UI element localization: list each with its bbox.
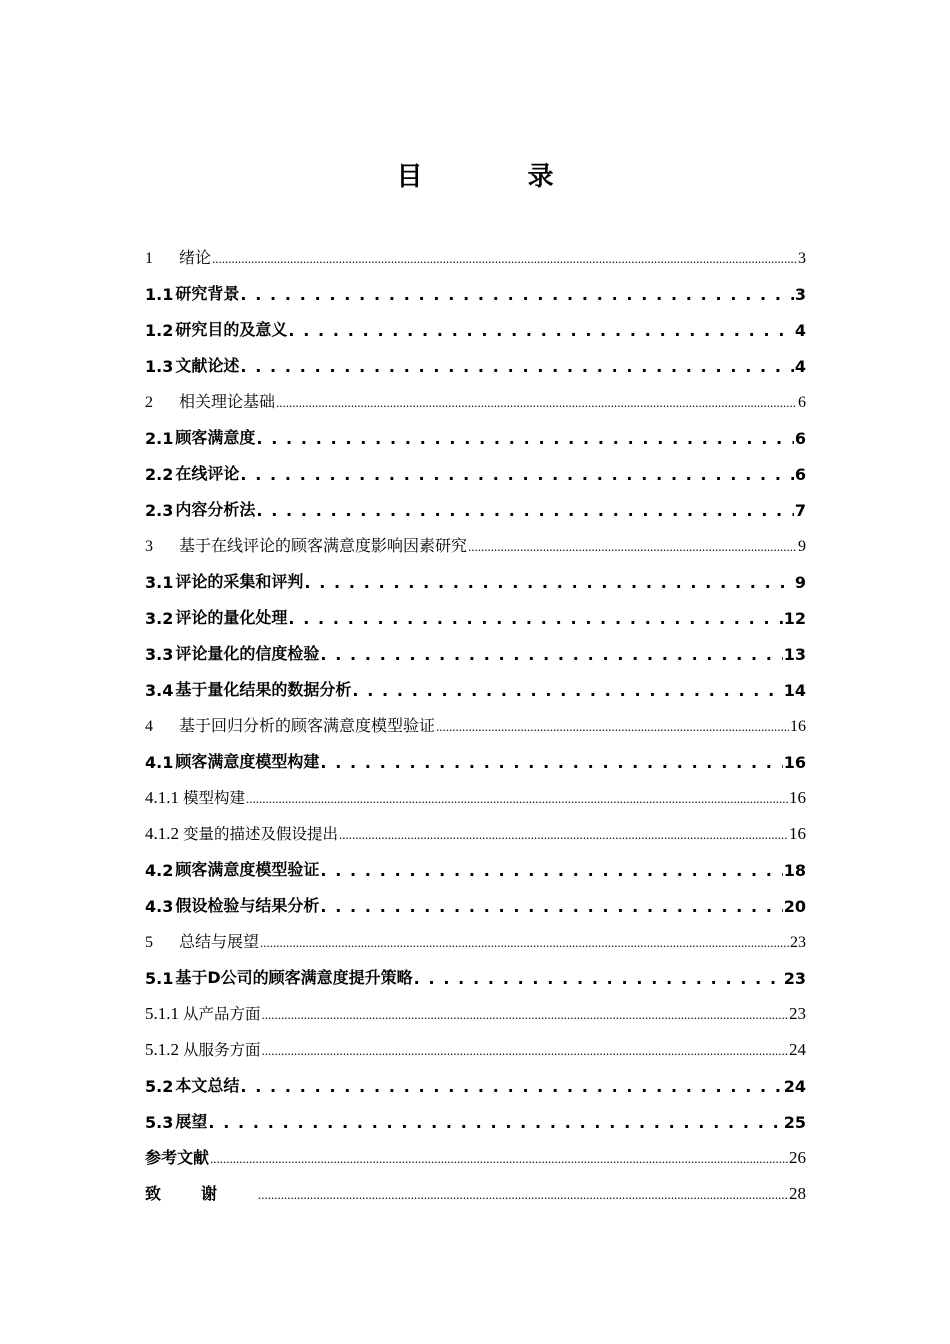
toc-entry[interactable] [145,850,806,886]
toc-entry[interactable] [145,742,806,778]
toc-entry-title: 相关理论基础 [179,392,276,411]
toc-dot-leader [276,394,797,412]
toc-dot-leader [240,465,794,484]
toc-entry-page: 14 [783,681,806,700]
toc-entry-page: 4 [794,321,806,340]
toc-entry-title: 研究目的及意义 [175,320,288,339]
toc-entry-number: 3.4 [145,681,174,700]
toc-entry-number: 2.1 [145,429,174,448]
toc-entry[interactable] [145,634,806,670]
toc-entry-number: 4.3 [145,897,174,916]
toc-entry[interactable] [145,1174,806,1210]
toc-entry-page: 24 [783,1077,806,1096]
toc-entry-title: 变量的描述及假设提出 [183,825,339,843]
toc-entry[interactable] [145,958,806,994]
toc-entry-number: 2 [145,394,153,411]
toc-entry-number: 5 [145,934,153,951]
toc-entry-number: 3 [145,538,153,555]
toc-dot-leader [339,824,788,844]
toc-entry-page: 3 [794,285,806,304]
toc-dot-leader [210,1148,788,1168]
toc-entry-number: 1.2 [145,321,174,340]
toc-entry-page: 20 [783,897,806,916]
toc-entry-page: 12 [783,609,806,628]
toc-entry[interactable] [145,274,806,310]
toc-entry-title: 内容分析法 [175,500,256,519]
toc-entry-number: 3.2 [145,609,174,628]
toc-dot-leader [256,429,794,448]
toc-entry-number: 4.1.1 [145,788,179,807]
toc-entry-title: 基于回归分析的顾客满意度模型验证 [179,716,436,735]
toc-entry[interactable] [145,886,806,922]
toc-entry-title: 在线评论 [175,464,240,483]
toc-dot-leader [414,969,783,988]
toc-entry[interactable] [145,346,806,382]
toc-dot-leader [288,609,782,628]
toc-entry-page: 16 [790,718,806,735]
toc-entry-title: 基于在线评论的顾客满意度影响因素研究 [179,536,468,555]
toc-entry-page: 13 [783,645,806,664]
toc-entry-number: 3.3 [145,645,174,664]
toc-entry-number: 5.3 [145,1113,174,1132]
toc-entry[interactable] [145,1066,806,1102]
toc-entry-number: 5.1.2 [145,1040,179,1059]
toc-dot-leader [240,1077,782,1096]
toc-entry-number: 1 [145,250,153,267]
toc-entry-page: 23 [789,1004,806,1023]
toc-entry-page: 7 [794,501,806,520]
toc-entry-title: 模型构建 [183,789,246,807]
toc-dot-leader [320,897,782,916]
toc-entry-title: 评论的量化处理 [175,608,288,627]
toc-entry-page: 6 [798,394,806,411]
toc-entry-number: 1.3 [145,357,174,376]
toc-dot-leader [320,753,782,772]
toc-entry-title: 评论量化的信度检验 [175,644,320,663]
toc-entry[interactable] [145,922,806,958]
toc-entry-page: 16 [783,753,806,772]
toc-dot-leader [246,788,788,808]
toc-entry-title: 基于D公司的顾客满意度提升策略 [175,968,413,987]
toc-entry[interactable] [145,778,806,814]
toc-entry-number: 4 [145,718,153,735]
toc-entry[interactable] [145,238,806,274]
toc-entry[interactable] [145,994,806,1030]
toc-entry-page: 18 [783,861,806,880]
toc-dot-leader [212,250,797,268]
toc-entry-page: 9 [798,538,806,555]
toc-entry-number: 1.1 [145,285,174,304]
page-title: 目 录 [396,162,602,192]
toc-entry[interactable] [145,310,806,346]
toc-entry-title: 本文总结 [175,1076,240,1095]
toc-entry[interactable] [145,526,806,562]
toc-entry-title: 顾客满意度 [175,428,256,447]
toc-dot-leader [262,1004,788,1024]
table-of-contents [145,238,806,1210]
toc-entry-number: 3.1 [145,573,174,592]
toc-entry-page: 6 [794,465,806,484]
toc-entry-page: 9 [794,573,806,592]
toc-entry[interactable] [145,562,806,598]
toc-entry-title: 基于量化结果的数据分析 [175,680,352,699]
toc-entry[interactable] [145,706,806,742]
toc-entry-page: 24 [789,1040,806,1059]
toc-entry-number: 2.3 [145,501,174,520]
toc-entry-title: 顾客满意度模型构建 [175,752,320,771]
toc-entry-number: 5.1.1 [145,1004,179,1023]
toc-entry[interactable] [145,490,806,526]
toc-entry-number: 4.2 [145,861,174,880]
toc-dot-leader [256,501,794,520]
toc-entry-page: 3 [798,250,806,267]
toc-entry-number: 4.1 [145,753,174,772]
toc-entry-page: 23 [783,969,806,988]
toc-dot-leader [288,321,794,340]
toc-entry-number: 2.2 [145,465,174,484]
toc-entry-page: 4 [794,357,806,376]
toc-entry[interactable] [145,598,806,634]
toc-dot-leader [240,285,794,304]
toc-entry-title: 评论的采集和评判 [175,572,304,591]
toc-dot-leader [208,1113,782,1132]
toc-entry[interactable] [145,1030,806,1066]
toc-entry-page: 26 [789,1148,806,1167]
toc-entry[interactable] [145,454,806,490]
toc-entry-title: 总结与展望 [179,932,260,951]
toc-entry-page: 28 [789,1184,806,1203]
toc-entry-title: 致谢 [145,1184,258,1203]
toc-entry-title: 研究背景 [175,284,240,303]
toc-entry-page: 25 [783,1113,806,1132]
toc-dot-leader [320,645,782,664]
toc-dot-leader [352,681,782,700]
toc-entry[interactable] [145,1138,806,1174]
toc-entry-title: 假设检验与结果分析 [175,896,320,915]
toc-entry-title: 从服务方面 [183,1041,261,1059]
toc-dot-leader [240,357,794,376]
toc-entry[interactable] [145,814,806,850]
toc-entry[interactable] [145,382,806,418]
toc-entry-page: 6 [794,429,806,448]
toc-entry-number: 5.2 [145,1077,174,1096]
toc-entry[interactable] [145,418,806,454]
toc-entry-page: 16 [789,788,806,807]
toc-dot-leader [436,718,789,736]
toc-dot-leader [468,538,797,556]
toc-dot-leader [304,573,794,592]
toc-entry-number: 4.1.2 [145,824,179,843]
toc-entry-title: 展望 [175,1112,208,1131]
toc-entry[interactable] [145,1102,806,1138]
toc-entry-title: 顾客满意度模型验证 [175,860,320,879]
toc-entry-number: 5.1 [145,969,174,988]
toc-entry-title: 文献论述 [175,356,240,375]
toc-dot-leader [262,1040,788,1060]
toc-entry[interactable] [145,670,806,706]
toc-entry-title: 从产品方面 [183,1005,261,1023]
toc-dot-leader [260,934,789,952]
toc-entry-title: 参考文献 [145,1148,210,1167]
toc-dot-leader [258,1184,788,1204]
toc-dot-leader [320,861,782,880]
toc-entry-page: 23 [790,934,806,951]
toc-entry-page: 16 [789,824,806,843]
toc-entry-title: 绪论 [179,248,212,267]
